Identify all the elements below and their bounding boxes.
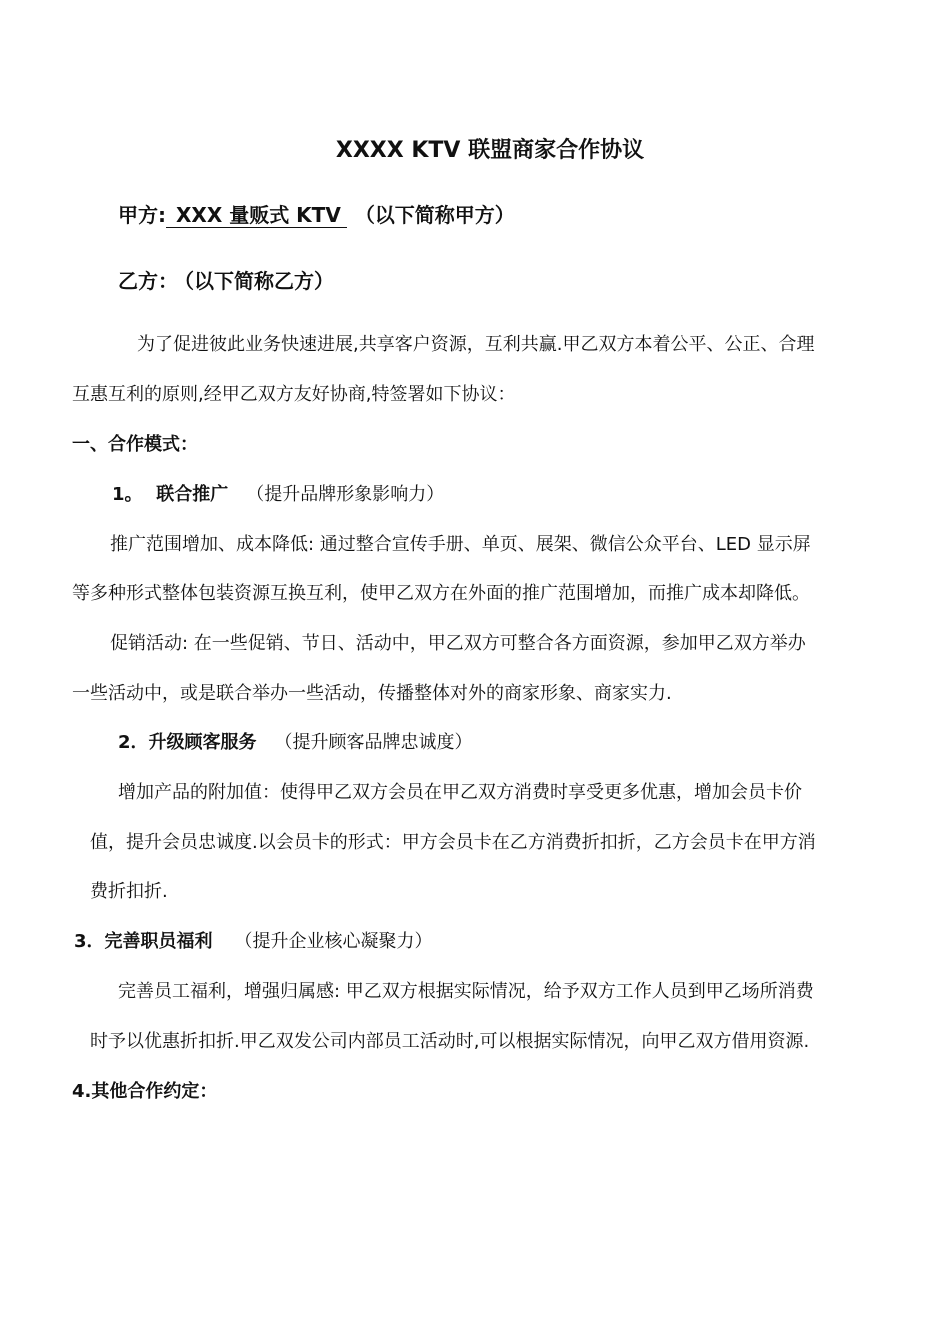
party-a-note: （以下简称甲方） — [354, 203, 515, 227]
intro-line: 互惠互利的原则,经甲乙双方友好协商,特签署如下协议： — [72, 384, 516, 405]
party-b-label: 乙方： — [118, 269, 178, 293]
subsection-heading — [112, 483, 444, 507]
subsection-heading: 4.其他合作约定： — [72, 1081, 218, 1102]
paragraph-line: 完善员工福利，增强归属感: 甲乙双方根据实际情况，给予双方工作人员到甲乙场所消费 — [118, 981, 814, 1002]
paragraph-line: 推广范围增加、成本降低: 通过整合宣传手册、单页、展架、微信公众平台、LED 显示屏 — [110, 534, 811, 555]
paragraph-line: 费折扣折. — [90, 881, 168, 902]
paragraph-line: 时予以优惠折扣折.甲乙双发公司内部员工活动时,可以根据实际情况，向甲乙双方借用资源. — [90, 1031, 810, 1052]
section-heading: 一、合作模式： — [72, 434, 198, 455]
document-title: XXXX KTV 联盟商家合作协议 — [335, 138, 645, 163]
paragraph-line: 一些活动中，或是联合举办一些活动，传播整体对外的商家形象、商家实力. — [72, 683, 672, 704]
subsection-number: 1。 — [112, 484, 143, 505]
party-a-label: 甲方: — [118, 203, 166, 227]
subsection-note: （提升顾客品牌忠诚度） — [274, 732, 473, 753]
subsection-title: 完善职员福利 — [104, 931, 213, 952]
paragraph-line: 促销活动: 在一些促销、节日、活动中，甲乙双方可整合各方面资源，参加甲乙双方举办 — [110, 633, 806, 654]
subsection-title: 升级顾客服务 — [148, 732, 257, 753]
subsection-title: 联合推广 — [156, 484, 229, 505]
subsection-note: （提升企业核心凝聚力） — [234, 931, 433, 952]
subsection-heading — [74, 930, 433, 954]
intro-line: 为了促进彼此业务快速进展,共享客户资源，互利共赢.甲乙双方本着公平、公正、合理 — [137, 334, 815, 355]
paragraph-line: 值，提升会员忠诚度.以会员卡的形式：甲方会员卡在乙方消费折扣折，乙方会员卡在甲方消 — [90, 832, 816, 853]
subsection-heading — [118, 731, 473, 755]
party-a — [118, 202, 515, 228]
party-a-name: XXX 量贩式 KTV — [166, 203, 347, 228]
subsection-note: （提升品牌形象影响力） — [246, 484, 445, 505]
subsection-number: 3． — [74, 931, 105, 952]
party-b-note: （以下简称乙方） — [184, 269, 334, 293]
subsection-number: 2． — [118, 732, 149, 753]
paragraph-line: 增加产品的附加值：使得甲乙双方会员在甲乙双方消费时享受更多优惠，增加会员卡价 — [118, 782, 802, 803]
paragraph-line: 等多种形式整体包装资源互换互利，使甲乙双方在外面的推广范围增加，而推广成本却降低。 — [72, 583, 810, 604]
party-b — [118, 268, 334, 294]
